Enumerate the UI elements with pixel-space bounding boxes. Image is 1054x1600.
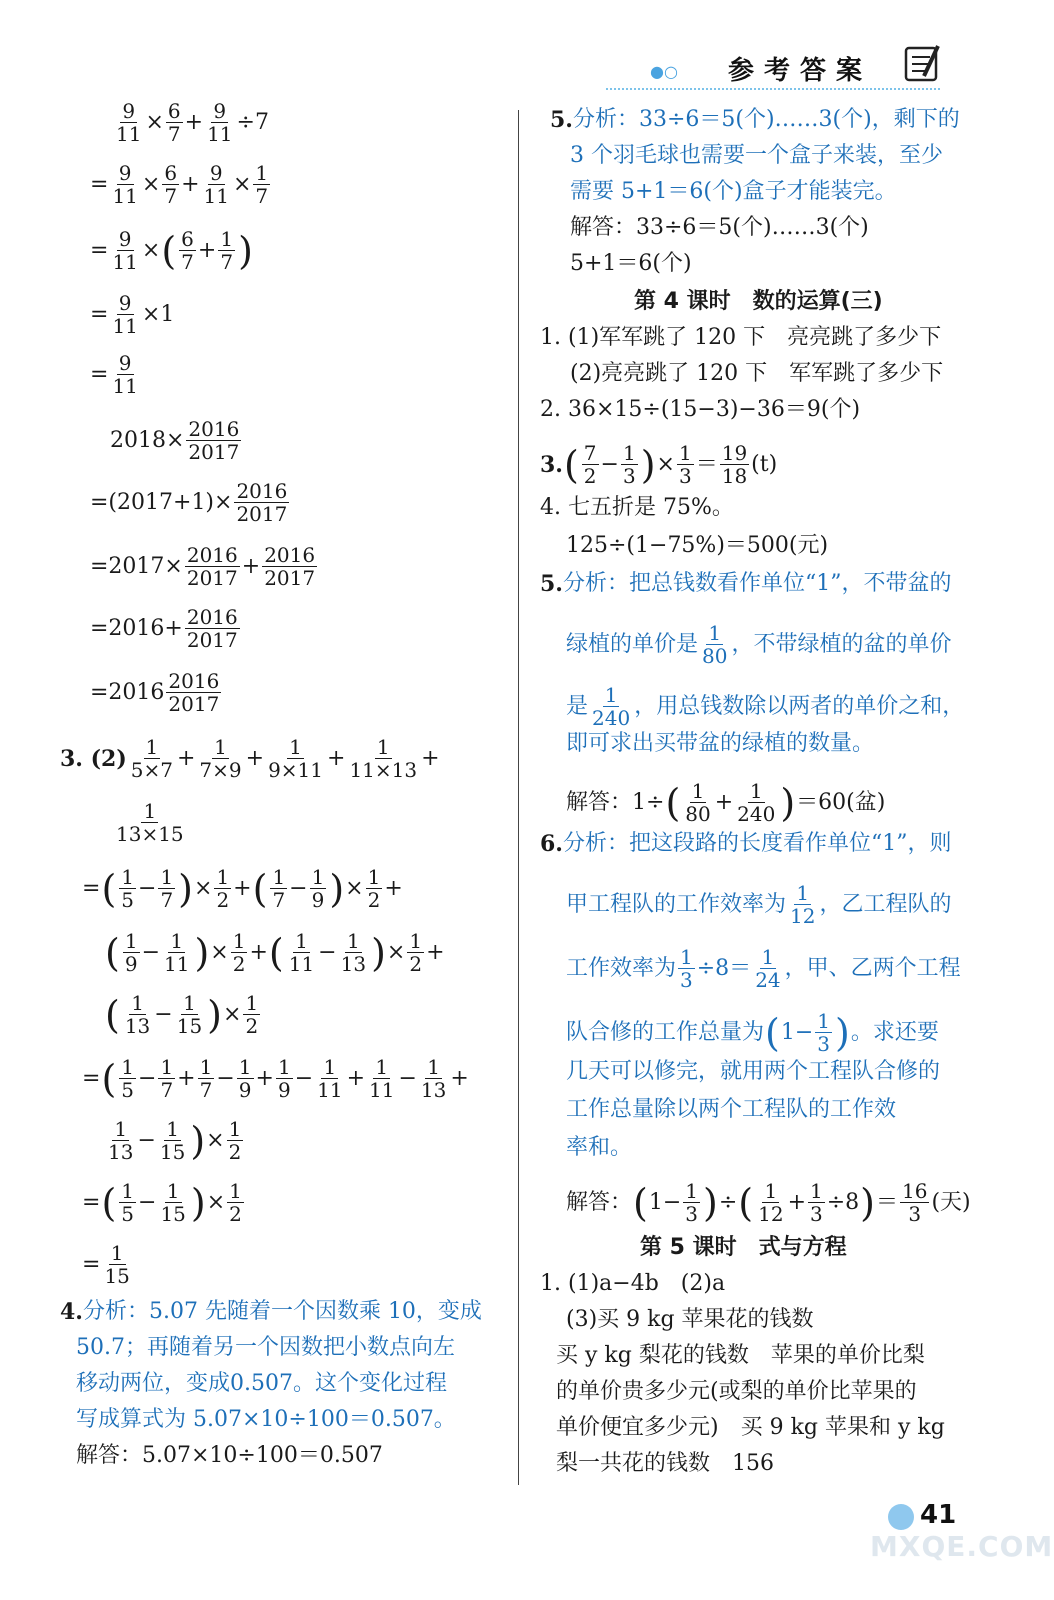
q3-step-1: = ( $\frac{1}{5}$ − $\frac{1}{7}$ ) × $\frac{1}{2}$ + ( $\frac{1}{7}$ − $\frac{1}{9}$ ) × $\frac{1}{2}$ + [82, 865, 403, 912]
expr-line-10: =2016 $\frac{2016}{2017}$ [90, 669, 220, 716]
r5-line-4: 即可求出买带盆的绿植的数量。 [566, 731, 875, 756]
q5a-line-3: 需要 5+1＝6(个)盒子才能装完。 [570, 179, 897, 204]
expr-line-1: $\frac{9}{11}$ × $\frac{6}{7}$ + $\frac{9}{11}$ ÷7 [116, 99, 269, 146]
r6-line-1: 6. 分析：把这段路的长度看作单位“1”，则 [540, 831, 952, 857]
decorative-dots: ●○ [650, 62, 678, 81]
q4-line-1: 4. 分析：5.07 先随着一个因数乘 10，变成 [60, 1299, 482, 1325]
expr-line-8: =2017× $\frac{2016}{2017}$ + $\frac{2016}{2017}$ [90, 543, 316, 590]
r1-line-2: (2)亮亮跳了 120 下 军军跳了多少下 [570, 361, 944, 386]
q4-line-4: 写成算式为 5.07×10÷100＝0.507。 [76, 1407, 456, 1432]
q3-step-1c: ( $\frac{1}{13}$ − $\frac{1}{15}$ ) × $\frac{1}{2}$ [105, 991, 259, 1038]
t-line-6: 梨一共花的钱数 156 [556, 1451, 774, 1476]
r5-line-2: 绿植的单价是 $\frac{1}{80}$ ，不带绿植的盆的单价 [566, 621, 952, 668]
expr-line-5: = $\frac{9}{11}$ [90, 351, 138, 398]
page-number-icon [888, 1504, 914, 1530]
page-number: 41 [920, 1500, 957, 1530]
r6-answer: 解答： ( 1− $\frac{1}{3}$ ) ÷ ( $\frac{1}{12}$ + $\frac{1}{3}$ ÷8 ) ＝ $\frac{16}{3}$ (天) [566, 1179, 971, 1226]
t-line-4: 的单价贵多少元(或梨的单价比苹果的 [556, 1379, 917, 1404]
t-line-2: (3)买 9 kg 苹果花的钱数 [566, 1307, 814, 1332]
r2-line: 2. 36×15÷(15−3)−36＝9(个) [540, 397, 861, 422]
column-divider [518, 110, 519, 1485]
expr-line-3: = $\frac{9}{11}$ × ( $\frac{6}{7}$ + $\frac{1}{7}$ ) [90, 227, 253, 274]
q4-line-2: 50.7；再随着另一个因数把小数点向左 [76, 1335, 455, 1360]
r5-line-1: 5. 分析：把总钱数看作单位“1”，不带盆的 [540, 571, 952, 597]
header-title: 参考答案 [728, 56, 873, 86]
r5-line-3: 是 $\frac{1}{240}$ ，用总钱数除以两者的单价之和， [566, 683, 965, 730]
r6-line-6: 工作总量除以两个工程队的工作效 [566, 1097, 897, 1122]
watermark: MXQE.COM [870, 1530, 1054, 1563]
r3-line: 3. ( $\frac{7}{2}$ − $\frac{1}{3}$ ) × $\frac{1}{3}$ ＝ $\frac{19}{18}$ (t) [540, 441, 778, 488]
q3-sum-line: 3. (2) $\frac{1}{5\times 7}$ + $\frac{1}{7\times 9}$ + $\frac{1}{9\times 11}$ + $\frac{1}{11\times 13}$ + [60, 735, 440, 782]
section-heading-5: 第 5 课时 式与方程 [640, 1235, 847, 1260]
page-header [600, 40, 1010, 100]
notebook-pen-icon [900, 42, 948, 84]
r6-line-7: 率和。 [566, 1135, 633, 1160]
q3-sum-line-2: $\frac{1}{13\times 15}$ [116, 799, 184, 846]
r6-line-5: 几天可以修完，就用两个工程队合修的 [566, 1059, 941, 1084]
r6-line-4: 队合修的工作总量为 ( 1− $\frac{1}{3}$ ) 。求还要 [566, 1009, 939, 1056]
q3-step-2: = ( $\frac{1}{5}$ − $\frac{1}{7}$ + $\frac{1}{7}$ − $\frac{1}{9}$ + $\frac{1}{9}$ − $\frac{1}{11}$ + $\frac{1}{11}$ − $\frac{1}{13}$ + [82, 1055, 469, 1102]
q5a-line-1: 5. 分析：33÷6＝5(个)……3(个)，剩下的 [550, 107, 960, 133]
q3-step-2b: $\frac{1}{13}$ − $\frac{1}{15}$ ) × $\frac{1}{2}$ [108, 1117, 242, 1164]
q4-line-3: 移动两位，变成0.507。这个变化过程 [76, 1371, 447, 1396]
q5a-line-4: 解答：33÷6＝5(个)……3(个) [570, 215, 869, 240]
expr-line-2: = $\frac{9}{11}$ × $\frac{6}{7}$ + $\frac{9}{11}$ × $\frac{1}{7}$ [90, 161, 269, 208]
q5a-line-5: 5+1＝6(个) [570, 251, 692, 276]
r6-line-2: 甲工程队的工作效率为 $\frac{1}{12}$ ，乙工程队的 [566, 881, 952, 928]
section-heading-4: 第 4 课时 数的运算(三) [634, 289, 883, 314]
r4-line-1: 4. 七五折是 75%。 [540, 495, 734, 520]
q5a-line-2: 3 个羽毛球也需要一个盒子来装，至少 [570, 143, 943, 168]
r1-line-1: 1. (1)军军跳了 120 下 亮亮跳了多少下 [540, 325, 942, 350]
header-rule [606, 88, 940, 90]
q3-step-3: = ( $\frac{1}{5}$ − $\frac{1}{15}$ ) × $\frac{1}{2}$ [82, 1179, 242, 1226]
r6-line-3: 工作效率为 $\frac{1}{3}$ ÷8＝ $\frac{1}{24}$ ，甲、乙两个工程 [566, 945, 961, 992]
q3-step-1b: ( $\frac{1}{9}$ − $\frac{1}{11}$ ) × $\frac{1}{2}$ + ( $\frac{1}{11}$ − $\frac{1}{13}$ ) × $\frac{1}{2}$ + [105, 929, 445, 976]
expr-line-4: = $\frac{9}{11}$ ×1 [90, 291, 175, 338]
q4-answer: 解答：5.07×10÷100＝0.507 [76, 1443, 383, 1468]
expr-line-6: 2018× $\frac{2016}{2017}$ [110, 417, 240, 464]
r4-line-2: 125÷(1−75%)＝500(元) [566, 533, 829, 558]
t-line-3: 买 y kg 梨花的钱数 苹果的单价比梨 [556, 1343, 925, 1368]
q3-result: = $\frac{1}{15}$ [82, 1241, 130, 1288]
expr-line-7: =(2017+1)× $\frac{2016}{2017}$ [90, 479, 288, 526]
expr-line-9: =2016+ $\frac{2016}{2017}$ [90, 605, 238, 652]
r5-answer: 解答：1÷ ( $\frac{1}{80}$ + $\frac{1}{240}$ ) ＝60(盆) [566, 779, 886, 826]
t-line-5: 单价便宜多少元) 买 9 kg 苹果和 y kg [556, 1415, 945, 1440]
t-line-1: 1. (1)a−4b (2)a [540, 1271, 726, 1296]
